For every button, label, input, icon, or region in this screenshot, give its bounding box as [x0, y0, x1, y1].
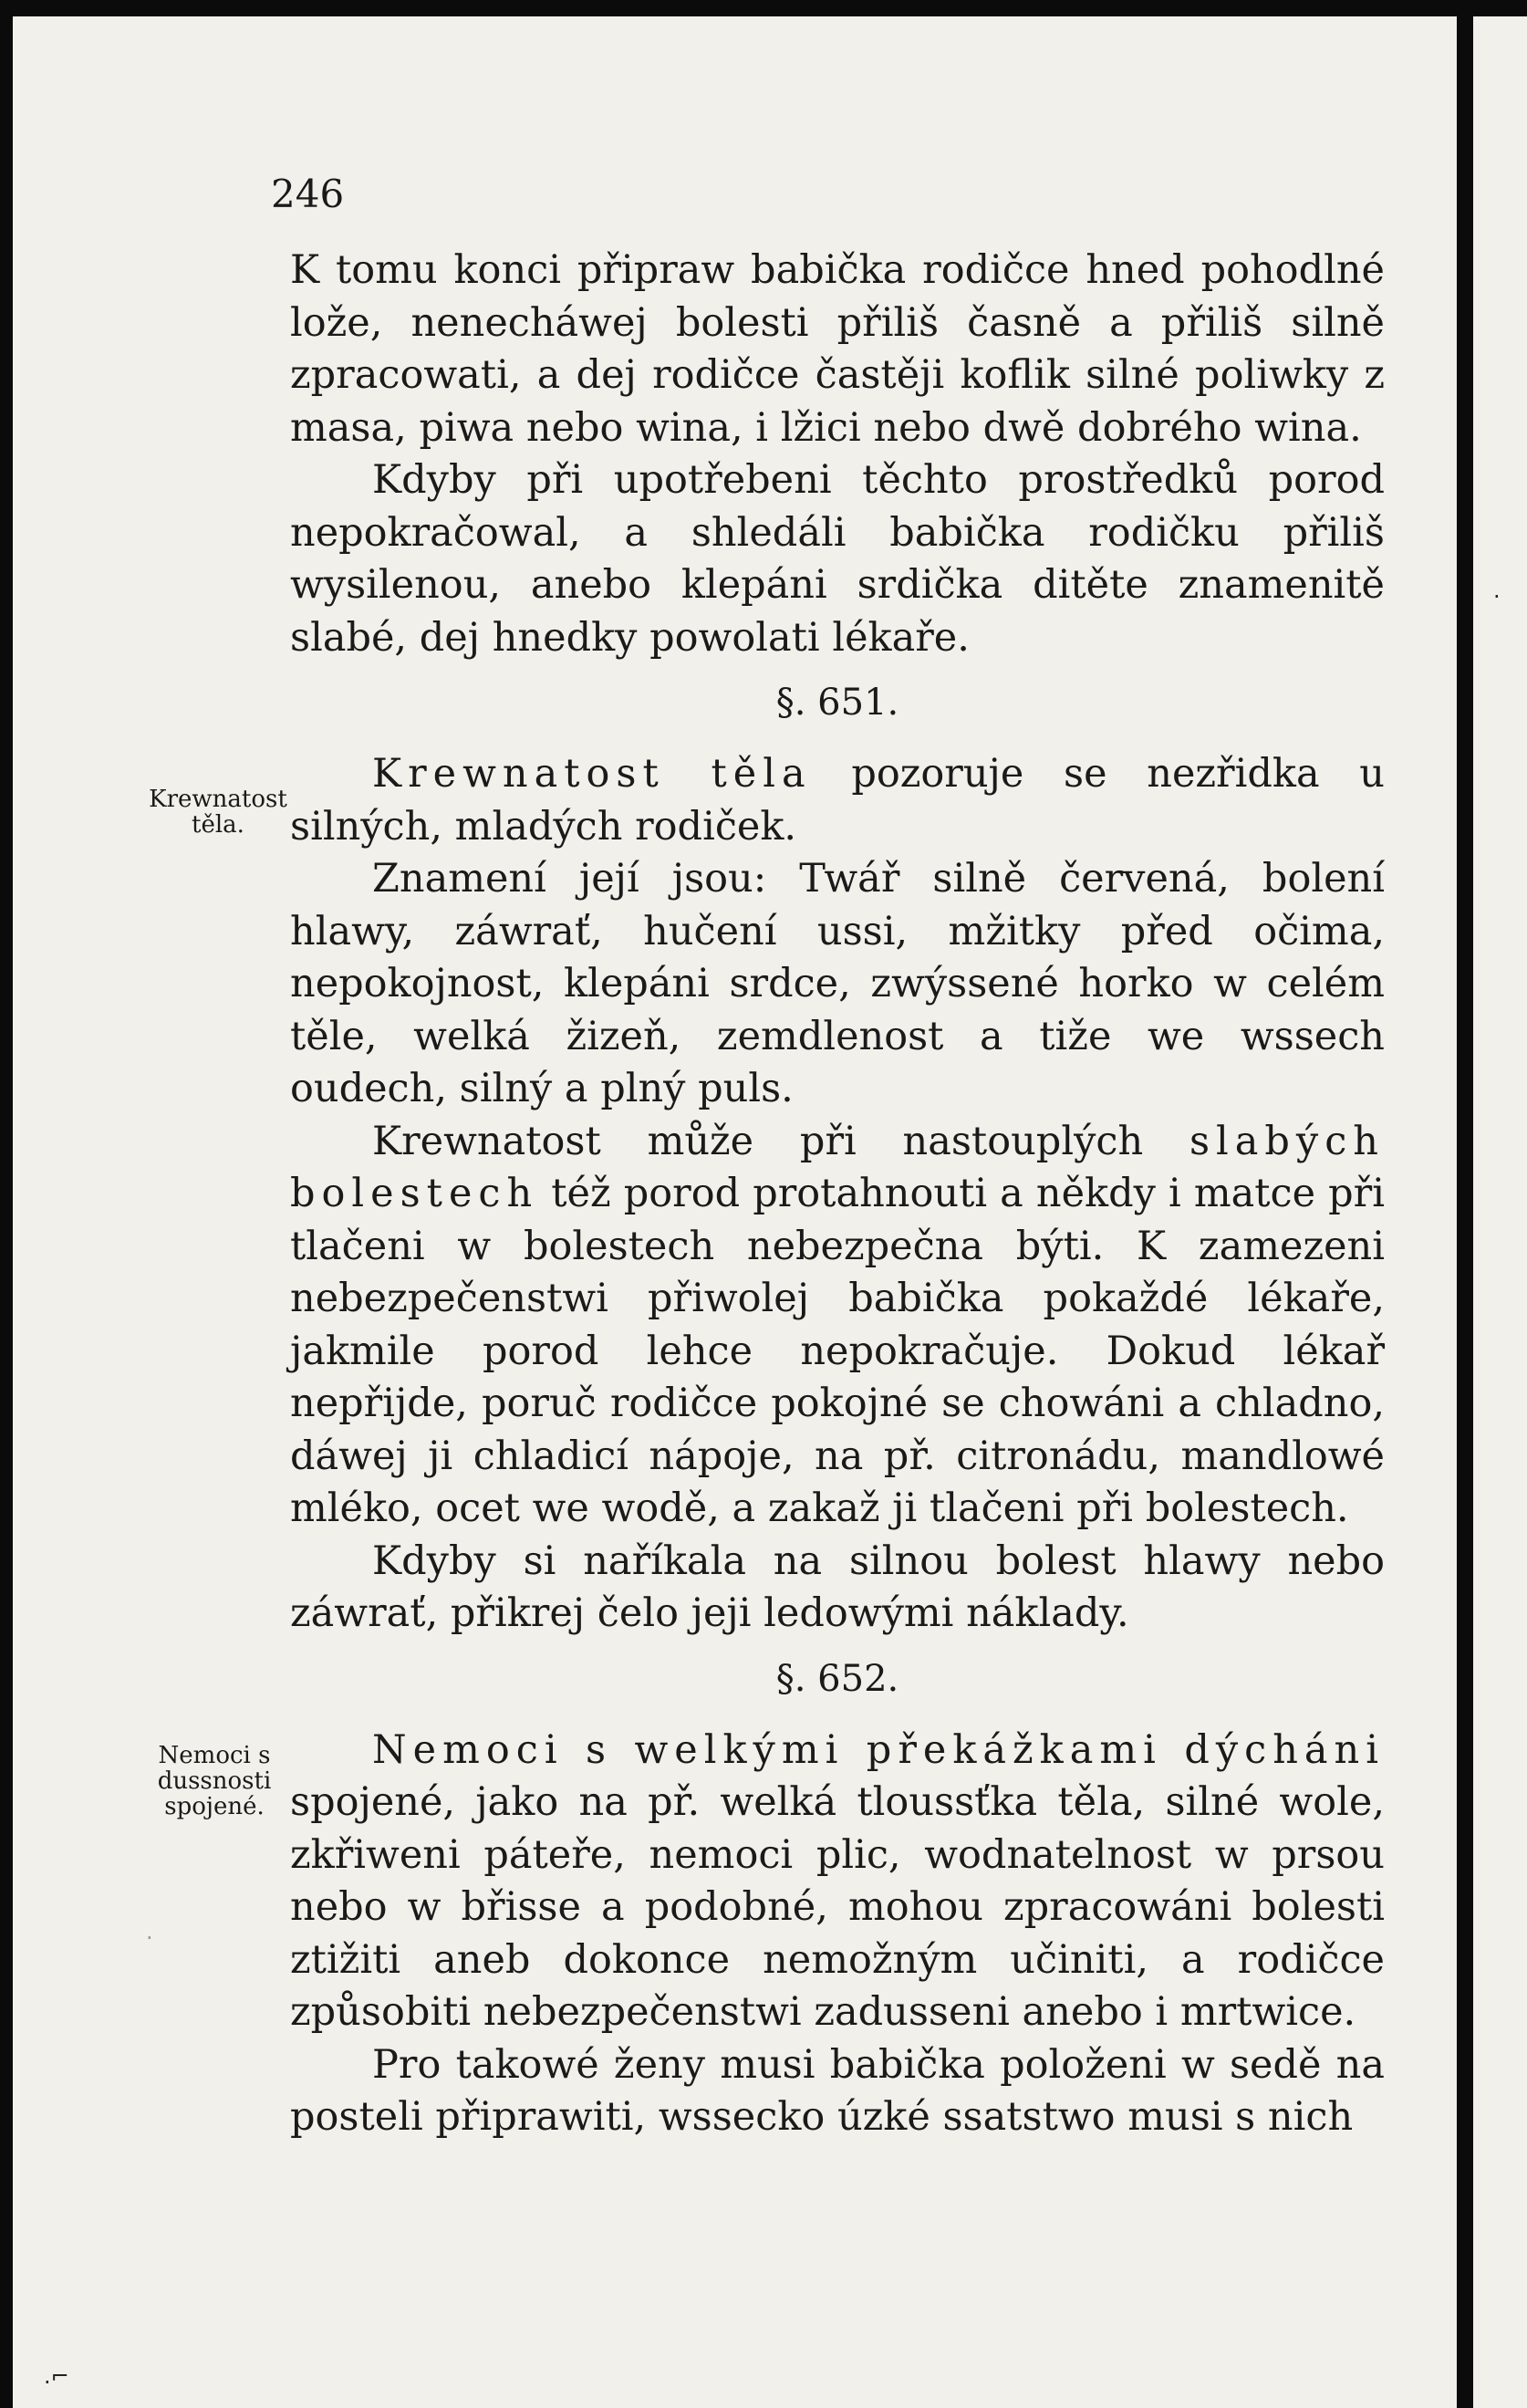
- margin-note-krewnatost: [131, 787, 305, 838]
- section-heading-651: §. 651.: [775, 682, 899, 724]
- paragraph-text: pozoruje se nezřidka u silných, mladých rodiček.: [290, 751, 1385, 850]
- margin-note-line: Krewnatost: [149, 786, 287, 813]
- main-text: [290, 245, 1385, 2144]
- spaced-term: Nemoci s welkými překážkami dýcháni: [372, 1726, 1385, 1773]
- paragraph: [290, 1116, 1385, 1536]
- spaced-term: slabých bolestech: [290, 1118, 1385, 1216]
- adjacent-page-edge: [1473, 16, 1527, 2408]
- spaced-term: Krewnatost těla: [372, 751, 812, 797]
- margin-note-line: těla.: [192, 811, 244, 839]
- section-heading-652: §. 652.: [775, 1657, 899, 1700]
- paragraph: Pro takowé ženy musi babička položeni w sedě na posteli připrawiti, wssecko úzké ssatstwo musi s nich: [290, 2041, 1385, 2140]
- paragraph-text: spojené, jako na př. welká tloussťka těla, silné wole, zkřiweni páteře, nemoci plic, wodnatelnost w prsou nebo w břisse a podobné, mohou zpracowáni bolesti ztižiti aneb dokonce nemožným učiniti, a rodičce způsobiti nebezpečenstwi zadusseni anebo i mrtwice.: [290, 1779, 1385, 2035]
- margin-note-line: Nemoci s: [158, 1742, 271, 1769]
- speck-mark: ·: [146, 1925, 153, 1951]
- page-number: 246: [271, 172, 345, 216]
- paragraph: Znamení její jsou: Twář silně červená, bolení hlawy, záwrať, hučení ussi, mžitky před očima, nepokojnost, klepáni srdce, zwýssené horko w celém těle, welká žizeň, zemdlenost a tiže we wssech oudech, silný a plný puls.: [290, 856, 1385, 1111]
- margin-note-line: spojené.: [164, 1793, 265, 1820]
- paragraph: Kdyby při upotřebeni těchto prostředků porod nepokračowal, a shledáli babička rodičku přiliš wysilenou, anebo klepáni srdička ditěte znamenitě slabé, dej hnedky powolati lékaře.: [290, 457, 1385, 661]
- margin-note-line: dussnosti: [157, 1767, 272, 1795]
- paragraph: [290, 1725, 1385, 2039]
- corner-scan-mark: .⌐: [44, 2363, 69, 2389]
- margin-note-nemoci: [146, 1743, 283, 1819]
- paragraph: K tomu konci připraw babička rodičce hned pohodlné lože, nenecháwej bolesti přiliš časně a přiliš silně zpracowati, a dej rodičce častěji koflik silné poliwky z masa, piwa nebo wina, i lžici nebo dwě dobrého wina.: [290, 247, 1385, 451]
- paragraph-text: Krewnatost může při nastouplých: [372, 1118, 1189, 1164]
- paragraph: [290, 748, 1385, 853]
- paragraph-text: též porod protahnouti a někdy i matce při tlačeni w bolestech nebezpečna býti. K zamezeni nebezpečenstwi přiwolej babička pokaždé lékaře, jakmile porod lehce nepokračuje. Dokud lékař nepřijde, poruč rodičce pokojné se chowáni a chladno, dáwej ji chladicí nápoje, na př. citronádu, mandlowé mléko, ocet we wodě, a zakaž ji tlačeni při bolestech.: [290, 1171, 1385, 1531]
- paragraph: Kdyby si naříkala na silnou bolest hlawy nebo záwrať, přikrej čelo jeji ledowými náklady.: [290, 1538, 1385, 1636]
- speck-mark: ·: [1493, 584, 1501, 610]
